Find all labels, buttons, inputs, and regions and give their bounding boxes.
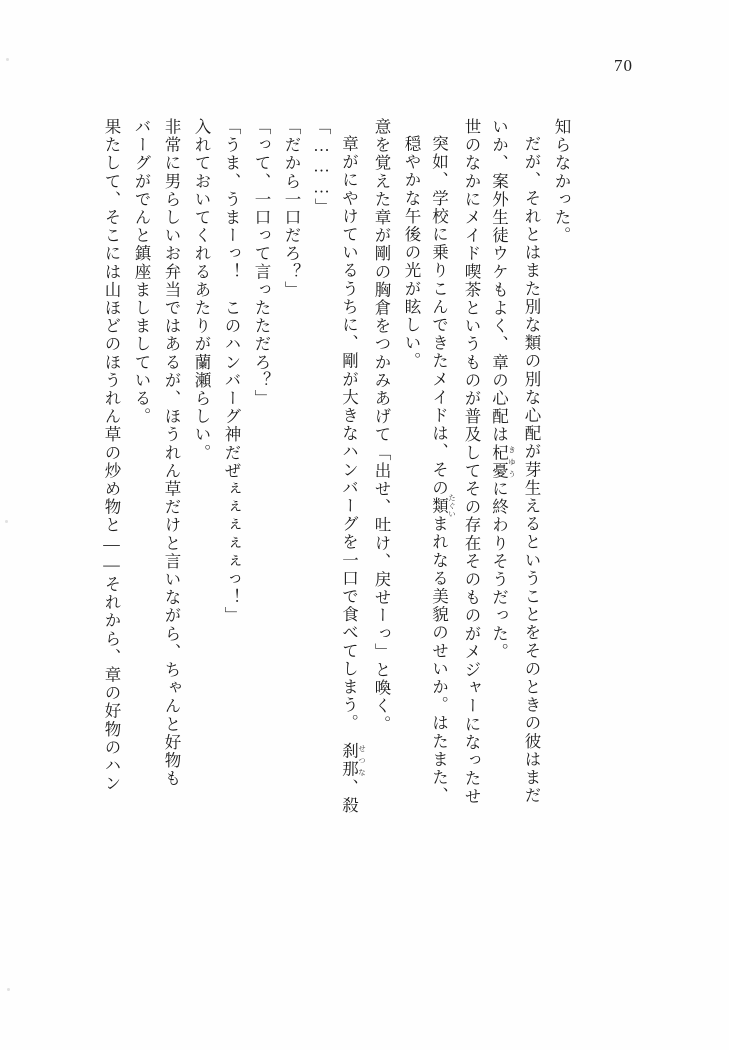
ruby-annotation: 杞憂 きゆう	[489, 443, 517, 481]
text-column: 「………」	[312, 118, 331, 216]
text-column: 突如、学校に乗りこんできたメイドは、その類 たぐいまれなる美貌のせいか。はたまた、	[429, 135, 457, 805]
text-column: 穏やかな午後の光が眩しい。	[402, 135, 421, 371]
text-column: 知らなかった。	[552, 118, 571, 245]
text-column: 章がにやけているうちに、剛が大きなハンバーグを一口で食べてしまう。 刹那 せつな、殺	[339, 135, 367, 815]
scan-artifact-dot	[7, 988, 10, 991]
text-column: いか、案外生徒ウケもよく、章の心配は杞憂 きゆうに終わりそうだった。	[489, 118, 517, 662]
text-column: 非常に男らしいお弁当ではあるが、ほうれん草だけと言いながら、ちゃんと好物も	[162, 118, 181, 788]
text-column: 世のなかにメイド喫茶というものが普及してその存在そのものがメジャーになったせ	[462, 118, 481, 806]
text-column: 「だから一口だろ？」	[282, 118, 301, 299]
scan-artifact-dot	[5, 520, 8, 523]
text-column: だが、それとはまた別な類の別な心配が芽生えるということをそのときの彼はまだ	[522, 135, 541, 805]
text-column: 果たして、そこには山ほどのほうれん草の炒め物と――それから、章の好物のハン	[102, 118, 121, 793]
vertical-text-body	[96, 118, 645, 988]
text-column: 意を覚えた章が剛の胸倉をつかみあげて「出せ、吐け、戻せーっ」と喚く。	[372, 118, 391, 734]
ruby-annotation: 刹那 せつな	[339, 742, 367, 779]
text-column: 入れておいてくれるあたりが蘭瀬らしい。	[192, 118, 211, 462]
scan-artifact-dot	[6, 58, 9, 61]
text-column: 「うま、うまーっ！ このハンバーグ神だぜぇぇぇぇぇっ！」	[222, 118, 241, 625]
ruby-annotation: 類 たぐい	[429, 494, 457, 519]
text-column: 「って、一口って言ったただろ？」	[252, 118, 271, 408]
text-column: バーグがでんと鎮座ましましている。	[132, 118, 151, 426]
page-number: 70	[614, 56, 633, 75]
